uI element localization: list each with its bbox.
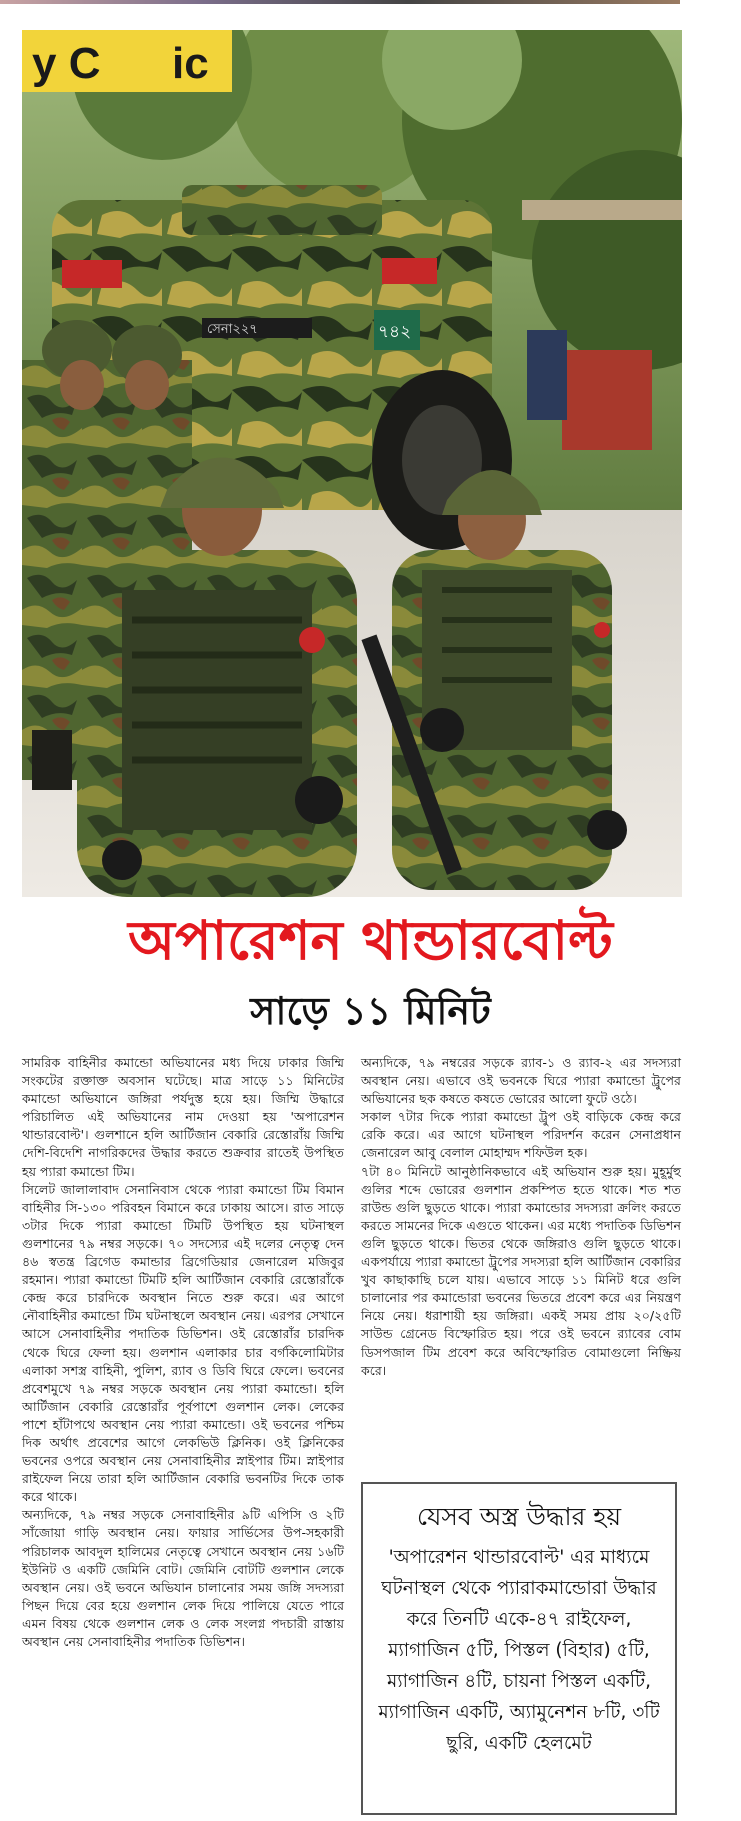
top-color-strip <box>0 0 680 4</box>
article-paragraph: সামরিক বাহিনীর কমান্ডো অভিযানের মধ্য দিয়ে ঢাকার জিম্মি সংকটের রক্তাক্ত অবসান ঘটেছে। মাত্র সাড়ে ১১ মিনিটের কমান্ডো অভিযানে জঙ্গিরা পর্যদুস্ত হয়ে হয়। জিম্মি উদ্ধারে পরিচালিত এই অভিযানের নাম দেওয়া হয় 'অপারেশন থান্ডারবোল্ট'। গুলশানে হলি আর্টিজান বেকারি রেস্তোরাঁয় জিম্মি দেশি-বিদেশি নাগরিকদের উদ্ধার করতে শুক্রবার রাতেই উপস্থিত হয় প্যারা কমান্ডো টিম। <box>22 1055 344 1179</box>
article-column-right <box>361 1054 681 1380</box>
article-paragraph: সকাল ৭টার দিকে প্যারা কমান্ডো ট্রুপ ওই বাড়িকে কেন্দ্র করে রেকি করে। এর আগে ঘটনাস্থল পরিদর্শন করেন সেনাপ্রধান জেনারেল আবু বেলাল মোহাম্মদ শফিউল হক। <box>361 1109 681 1161</box>
sign-text: y C <box>32 39 101 88</box>
box-title: যেসব অস্ত্র উদ্ধার হয় <box>416 1502 622 1531</box>
article-paragraph: অন্যদিকে, ৭৯ নম্বর সড়কে সেনাবাহিনীর ৯টি এপিসি ও ২টি সাঁজোয়া গাড়ি অবস্থান নেয়। ফায়ার সার্ভিসের উপ-সহকারী পরিচালক আবদুল হালিমের নেতৃত্বে সেখানে অবস্থান নেয় ১৬টি ইউনিট ও একটি জেমিনি বোট। জেমিনি বোটটি গুলশান লেকে অবস্থান নেয়। ওই ভবনে অভিযান চালানোর সময় জঙ্গি সদস্যরা পিছন দিয়ে বের হয়ে গুলশান লেক দিয়ে পালিয়ে যেতে পারে এমন বিষয় থেকে গুলশান লেক ও লেক সংলগ্ন পদচারী রাস্তায় অবস্থান নেয় সেনাবাহিনীর পদাতিক ডিভিশন। <box>22 1507 344 1649</box>
vehicle-plate: ৭৪২ <box>378 322 412 342</box>
sign-text-2: ic <box>172 39 209 88</box>
recovered-weapons-box <box>361 1482 677 1815</box>
headline: অপারেশন থান্ডারবোল্ট <box>128 909 613 972</box>
article-paragraph: অন্যদিকে, ৭৯ নম্বরের সড়কে র‍্যাব-১ ও র‍্যাব-২ এর সদস্যরা অবস্থান নেয়। এভাবে ওই ভবনকে ঘিরে প্যারা কমান্ডো ট্রুপের অভিযানের ছক কষতে কষতে ভোরের আলো ফুটে ওঠে। <box>361 1055 681 1107</box>
article-column-left <box>22 1054 344 1651</box>
article-paragraph: ৭টা ৪০ মিনিটে আনুষ্ঠানিকভাবে এই অভিযান শুরু হয়। মুহূর্মুহু গুলির শব্দে ভোরের গুলশান প্রকম্পিত হতে থাকে। শত শত রাউন্ড গুলি ছুড়তে থাকে। প্যারা কমান্ডোর সদস্যরা ক্রলিং করতে করতে সামনের দিকে এগুতে থাকেন। এর মধ্যে পদাতিক ডিভিশন গুলি ছুড়তে থাকে। ভিতর থেকে জঙ্গিরাও গুলি ছুড়তে থাকে। একপর্যায়ে প্যারা কমান্ডো ট্রুপের সদস্যরা হলি আর্টিজান বেকারির খুব কাছাকাছি চলে যায়। এভাবে সাড়ে ১১ মিনিট ধরে গুলি চালানোর পর কমান্ডোরা ভবনের ভিতরে প্রবেশ করে এর নিয়ন্ত্রণ নিয়ে নেয়। ধরাশায়ী হয় জঙ্গিরা। একই সময় প্রায় ২০/২৫টি সাউন্ড গ্রেনেড বিস্ফোরিত হয়। পরে ওই ভবনে র‍্যাবের বোম ডিসপজাল টিম প্রবেশ করে অবিস্ফোরিত বোমাগুলো নিষ্ক্রিয় করে। <box>361 1163 681 1378</box>
article-paragraph: সিলেট জালালাবাদ সেনানিবাস থেকে প্যারা কমান্ডো টিম বিমান বাহিনীর সি-১৩০ পরিবহন বিমানে করে ঢাকায় আসে। রাত সাড়ে ৩টার দিকে প্যারা কমান্ডো টিমটি উপস্থিত হয় ঘটনাস্থল গুলশানের ৭৯ নম্বর সড়কে। ৭০ সদস্যের এই দলের নেতৃত্ব দেন ৪৬ স্বতন্ত্র ব্রিগেড কমান্ডার ব্রিগেডিয়ার জেনারেল মজিবুর রহমান। প্যারা কমান্ডো টিমটি হলি আর্টিজান বেকারি রেস্তোরাঁকে কেন্দ্র করে চারদিকে অবস্থান নিতে শুরু করে। এর আগে নৌবাহিনীর কমান্ডো টিম ঘটনাস্থলে অবস্থান নেয়। এরপর সেখানে আসে সেনাবাহিনীর পদাতিক ডিভিশন। ওই রেস্তোরাঁর চারদিক থেকে ঘিরে ফেলা হয়। গুলশান এলাকার চার বর্গকিলোমিটার এলাকা সশস্ত্র বাহিনী, পুলিশ, র‍্যাব ও ডিবি ঘিরে ফেলে। ভবনের প্রবেশমুখে ৭৯ নম্বর সড়কে অবস্থান নেয় প্যারা কমান্ডো। হলি আর্টিজান বেকারি রেস্তোরাঁর পূর্বপাশে গুলশান লেক। লেকের পাশে হাঁটাপথে অবস্থান নেয় প্যারা কমান্ডো। ওই ভবনের পশ্চিম দিক অর্থাৎ প্রবেশের আগে লেকভিউ ক্লিনিক। ওই ক্লিনিকের ভবনের ওপরে অবস্থান নেয় সেনাবাহিনীর স্নাইপার টিম। স্নাইপার রাইফেল নিয়ে তারা হলি আর্টিজান বেকারি ভবনটির দিকে তাক করে থাকে। <box>22 1181 344 1505</box>
box-body: 'অপারেশন থান্ডারবোল্ট' এর মাধ্যমে ঘটনাস্থল থেকে প্যারাকমান্ডোরা উদ্ধার করে তিনটি একে-৪৭ রাইফেল, ম্যাগাজিন ৫টি, পিস্তল (বিহার) ৫টি, ম্যাগাজিন ৪টি, চায়না পিস্তল একটি, ম্যাগাজিন একটি, অ্যামুনেশন ৮টি, ৩টি ছুরি, একটি হেলমেট <box>378 1547 660 1754</box>
subheadline: সাড়ে ১১ মিনিট <box>250 989 491 1033</box>
news-photo <box>22 30 682 897</box>
vehicle-number: সেনা২২৭ <box>207 322 258 337</box>
